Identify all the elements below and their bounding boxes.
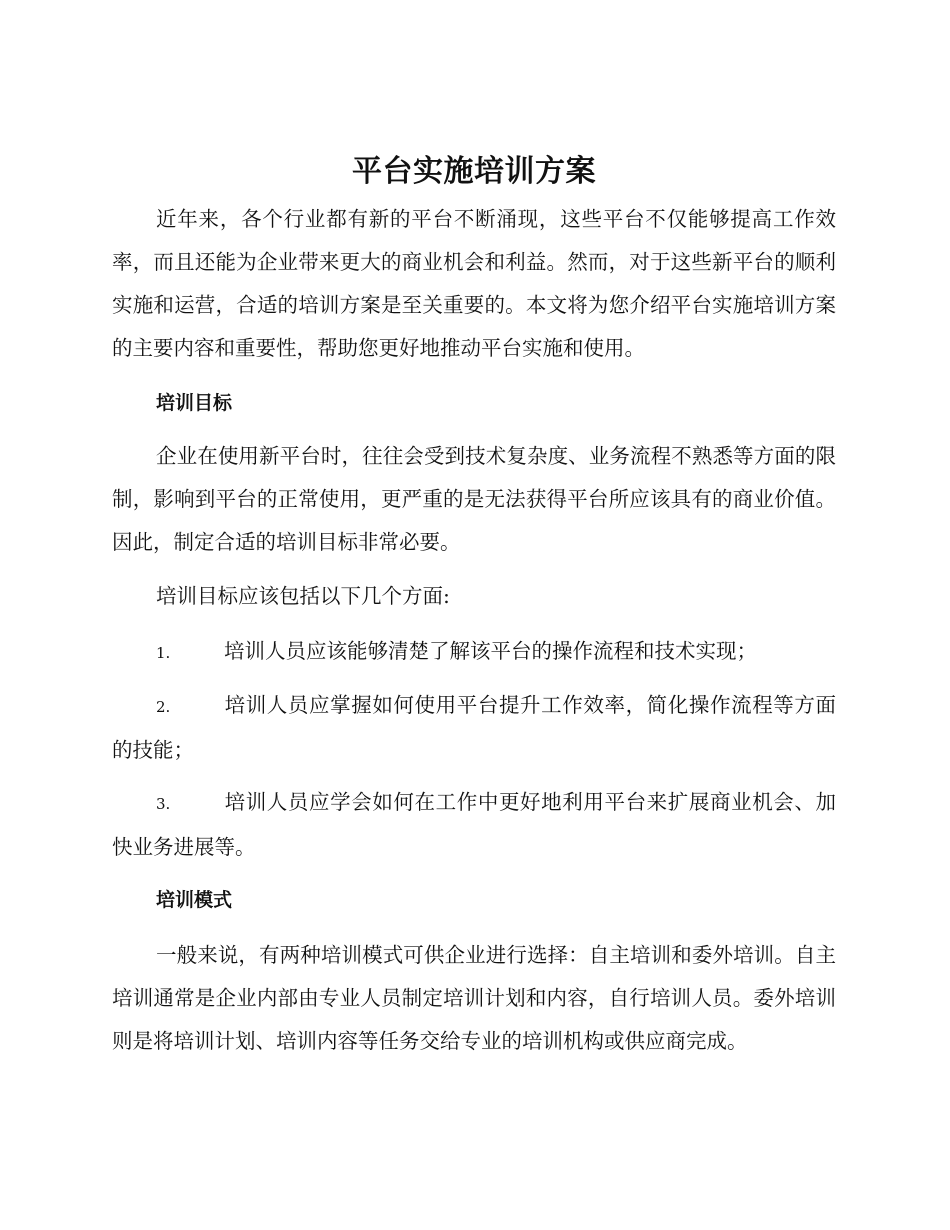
document-title: 平台实施培训方案 xyxy=(352,154,596,189)
section-heading-training-goals: 培训目标 xyxy=(156,392,233,414)
list-item xyxy=(112,684,836,772)
goals-paragraph: 企业在使用新平台时，往往会受到技术复杂度、业务流程不熟悉等方面的限制，影响到平台的正常使用，更严重的是无法获得平台所应该具有的商业价值。因此，制定合适的培训目标非常必要。 xyxy=(112,444,836,554)
list-item xyxy=(112,781,836,869)
intro-paragraph: 近年来，各个行业都有新的平台不断涌现，这些平台不仅能够提高工作效率，而且还能为企业带来更大的商业机会和利益。然而，对于这些新平台的顺利实施和运营，合适的培训方案是至关重要的。本文将为您介绍平台实施培训方案的主要内容和重要性，帮助您更好地推动平台实施和使用。 xyxy=(112,207,836,360)
list-item-text: 培训人员应掌握如何使用平台提升工作效率，简化操作流程等方面的技能； xyxy=(112,693,836,762)
modes-paragraph: 一般来说，有两种培训模式可供企业进行选择：自主培训和委外培训。自主培训通常是企业内部由专业人员制定培训计划和内容，自行培训人员。委外培训则是将培训计划、培训内容等任务交给专业的培训机构或供应商完成。 xyxy=(112,943,836,1053)
list-item xyxy=(112,630,836,675)
list-item-text: 培训人员应学会如何在工作中更好地利用平台来扩展商业机会、加快业务进展等。 xyxy=(112,790,836,859)
section-heading-training-modes: 培训模式 xyxy=(156,889,233,911)
list-item-number: 3. xyxy=(156,795,171,813)
list-item-number: 1. xyxy=(156,644,171,662)
list-item-text: 培训人员应该能够清楚了解该平台的操作流程和技术实现； xyxy=(224,639,757,663)
list-item-number: 2. xyxy=(156,698,171,716)
goals-list-intro: 培训目标应该包括以下几个方面: xyxy=(156,584,450,608)
